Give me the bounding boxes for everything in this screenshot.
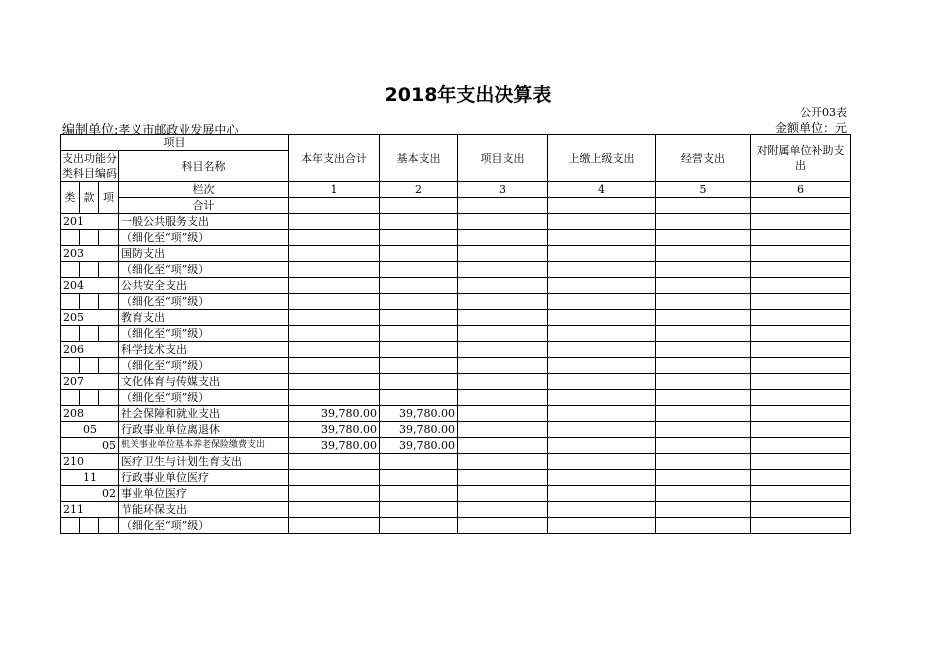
cell-total [289,454,380,470]
cell-total [289,502,380,518]
cell-subject-name: （细化至“项”级） [119,326,289,342]
cell-subject-name: 科学技术支出 [119,342,289,358]
table-row [61,310,851,326]
cell-basic [380,374,458,390]
cell-basic [380,502,458,518]
cell-code: 207 [61,374,119,390]
header-col-upper: 上缴上级支出 [548,135,656,182]
table-row [61,342,851,358]
table-row [61,470,851,486]
cell-subject-name: （细化至“项”级） [119,294,289,310]
cell-subject-name: 社会保障和就业支出 [119,406,289,422]
cell-total [289,310,380,326]
header-n3: 3 [458,182,548,198]
table-row [61,438,851,454]
cell-total [289,342,380,358]
cell-basic [380,310,458,326]
header-lanci: 栏次 [119,182,289,198]
cell-total [289,518,380,534]
cell-subject-name: 文化体育与传媒支出 [119,374,289,390]
header-func-code: 支出功能分类科目编码 [62,152,117,180]
cell-code: 05 [61,422,119,438]
header-project: 项目 [61,135,289,151]
form-code: 公开03表 [800,106,847,119]
cell-code: 210 [61,454,119,470]
cell-subject-name: 事业单位医疗 [119,486,289,502]
table-row [61,454,851,470]
cell-basic: 39,780.00 [380,406,458,422]
table-row [61,486,851,502]
unit-name: 孝义市邮政业发展中心 [118,123,239,137]
cell-total [289,374,380,390]
cell-subject-name: 教育支出 [119,310,289,326]
cell-total: 39,780.00 [289,438,380,454]
cell-basic [380,278,458,294]
cell-total [289,390,380,406]
cell-subject-name: （细化至“项”级） [119,518,289,534]
header-col-subsidy: 对附属单位补助支出 [751,135,851,182]
cell-total [289,214,380,230]
table-row [61,422,851,438]
cell-code: 205 [61,310,119,326]
cell-total: 39,780.00 [289,406,380,422]
cell-basic: 39,780.00 [380,438,458,454]
cell-code: 206 [61,342,119,358]
cell-code: 05 [61,438,119,454]
cell-basic [380,294,458,310]
cell-subject-name: 国防支出 [119,246,289,262]
cell-subject-name: 行政事业单位离退休 [119,422,289,438]
cell-subject-name: （细化至“项”级） [119,390,289,406]
header-col-operating: 经营支出 [656,135,751,182]
table-row [61,294,851,310]
table-row [61,406,851,422]
cell-total [289,358,380,374]
cell-basic [380,262,458,278]
cell-basic [380,390,458,406]
header-lei: 类 [61,182,80,214]
header-subject-name: 科目名称 [119,151,289,182]
cell-basic [380,358,458,374]
table-row [61,502,851,518]
cell-basic [380,230,458,246]
cell-subject-name: 医疗卫生与计划生育支出 [119,454,289,470]
cell-basic [380,454,458,470]
cell-total [289,486,380,502]
cell-code: 11 [61,470,119,486]
cell-code: 204 [61,278,119,294]
cell-subject-name: 节能环保支出 [119,502,289,518]
cell-basic [380,246,458,262]
cell-total: 39,780.00 [289,422,380,438]
table-row [61,374,851,390]
cell-total [289,470,380,486]
cell-basic [380,342,458,358]
cell-basic [380,214,458,230]
cell-total [289,246,380,262]
table-row [61,518,851,534]
header-n6: 6 [751,182,851,198]
cell-code: 211 [61,502,119,518]
cell-code: 208 [61,406,119,422]
cell-basic [380,486,458,502]
cell-basic: 39,780.00 [380,422,458,438]
amount-unit: 金额单位：元 [774,121,847,135]
cell-subject-name: 机关事业单位基本养老保险缴费支出 [119,438,289,454]
cell-total [289,230,380,246]
cell-total [289,294,380,310]
page-title: 2018年支出决算表 [384,84,552,106]
table-row [61,326,851,342]
cell-basic [380,518,458,534]
table-row [61,230,851,246]
cell-total [289,278,380,294]
header-n1: 1 [289,182,380,198]
header-xiang: 项 [99,182,119,214]
cell-subject-name: 行政事业单位医疗 [119,470,289,486]
cell-subject-name: （细化至“项”级） [119,358,289,374]
table-row [61,214,851,230]
cell-subject-name: （细化至“项”级） [119,262,289,278]
header-n4: 4 [548,182,656,198]
header-n2: 2 [380,182,458,198]
header-n5: 5 [656,182,751,198]
table-row [61,390,851,406]
unit-label: 编制单位: [62,123,119,138]
table-row [61,358,851,374]
expenditure-table [60,134,851,534]
cell-subject-name: 一般公共服务支出 [119,214,289,230]
cell-basic [380,326,458,342]
cell-code: 02 [61,486,119,502]
header-total: 合计 [119,198,289,214]
header-col-basic: 基本支出 [380,135,458,182]
cell-total [289,262,380,278]
header-col-project: 项目支出 [458,135,548,182]
cell-subject-name: （细化至“项”级） [119,230,289,246]
cell-subject-name: 公共安全支出 [119,278,289,294]
table-row [61,278,851,294]
header-col-total: 本年支出合计 [289,135,380,182]
cell-basic [380,470,458,486]
header-kuan: 款 [80,182,99,214]
cell-code: 203 [61,246,119,262]
cell-total [289,326,380,342]
cell-code: 201 [61,214,119,230]
table-row [61,246,851,262]
table-row [61,262,851,278]
